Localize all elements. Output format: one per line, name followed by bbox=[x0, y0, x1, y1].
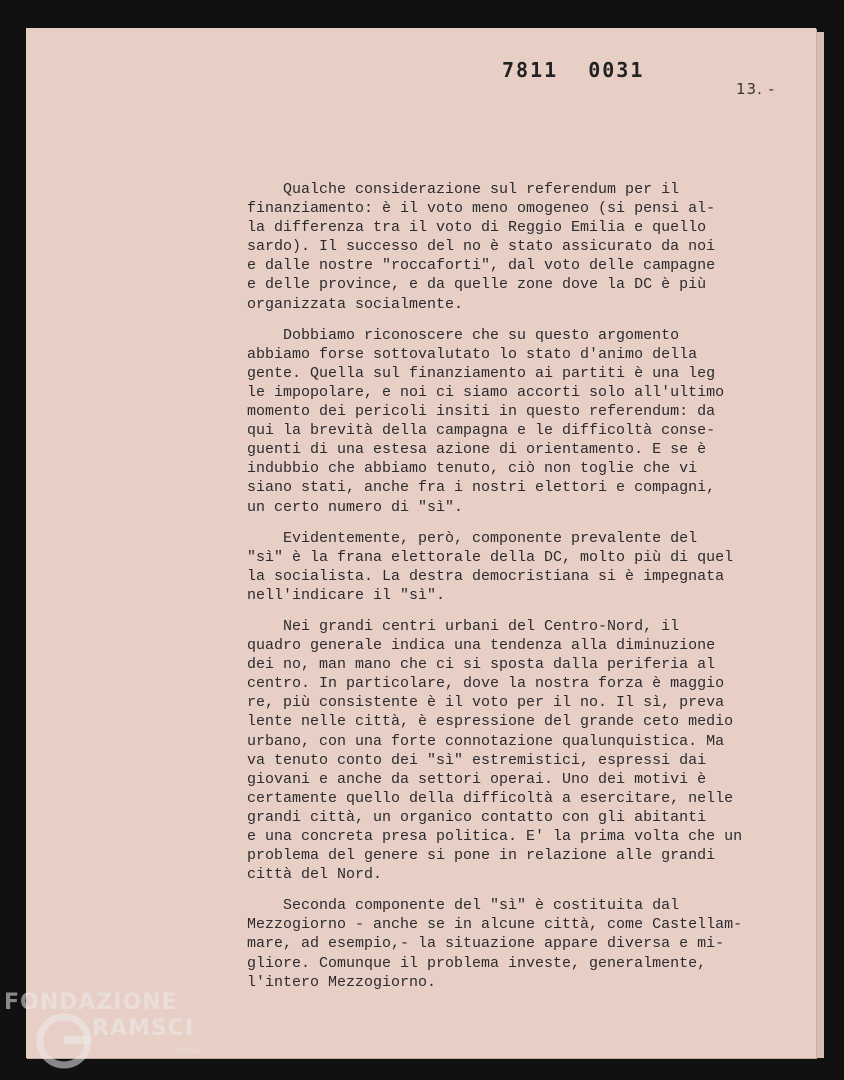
paragraph bbox=[247, 617, 792, 884]
fondazione-gramsci-watermark bbox=[4, 990, 214, 1070]
paragraph bbox=[247, 529, 792, 605]
text-line: giovani e anche da settori operai. Uno dei motivi è bbox=[247, 770, 707, 788]
text-line: indubbio che abbiamo tenuto, ciò non toglie che vi bbox=[247, 460, 698, 478]
text-line: Qualche considerazione sul referendum per il bbox=[247, 181, 680, 198]
typed-text-body bbox=[247, 180, 792, 1004]
text-line: centro. In particolare, dove la nostra forza è maggio bbox=[247, 675, 725, 693]
text-line: città del Nord. bbox=[247, 866, 383, 884]
text-line: la socialista. La destra democristiana si è impegnata bbox=[247, 567, 725, 585]
text-line: mare, ad esempio,- la situazione appare diversa e mi- bbox=[247, 935, 725, 953]
watermark-line-2: RAMSCI bbox=[92, 1016, 195, 1041]
watermark-onlus: onlus bbox=[176, 1046, 201, 1056]
text-line: siano stati, anche fra i nostri elettori e compagni, bbox=[247, 479, 716, 497]
text-line: nell'indicare il "sì". bbox=[247, 586, 446, 604]
page-number: 13. - bbox=[736, 80, 776, 98]
text-line: gliore. Comunque il problema investe, generalmente, bbox=[247, 954, 707, 972]
paragraph bbox=[247, 326, 792, 517]
text-line: urbano, con una forte connotazione qualunquistica. Ma bbox=[247, 732, 725, 750]
text-line: problema del genere si pone in relazione alle grandi bbox=[247, 847, 716, 865]
text-line: Nei grandi centri urbani del Centro-Nord, il bbox=[247, 617, 680, 635]
text-line: quadro generale indica una tendenza alla diminuzione bbox=[247, 637, 716, 655]
text-line: gente. Quella sul finanziamento ai partiti è una leg bbox=[247, 364, 716, 382]
text-line: Evidentemente, però, componente prevalente del bbox=[247, 529, 698, 547]
watermark-line-1: FONDAZIONE bbox=[4, 990, 178, 1015]
text-line: abbiamo forse sottovalutato lo stato d'animo della bbox=[247, 345, 698, 363]
text-line: certamente quello della difficoltà a esercitare, nelle bbox=[247, 789, 734, 807]
text-line: Dobbiamo riconoscere che su questo argomento bbox=[247, 326, 680, 344]
text-line: e delle province, e da quelle zone dove la DC è più bbox=[247, 276, 707, 294]
text-line: lente nelle città, è espressione del grande ceto medio bbox=[247, 713, 734, 731]
text-line: Mezzogiorno - anche se in alcune città, come Castellam- bbox=[247, 916, 743, 934]
text-line: dei no, man mano che ci si sposta dalla periferia al bbox=[247, 656, 716, 674]
text-line: organizzata socialmente. bbox=[247, 295, 464, 313]
archive-stamp-code: 7811 0031 bbox=[502, 58, 645, 82]
text-line: grandi città, un organico contatto con gli abitanti bbox=[247, 808, 707, 826]
text-line: la differenza tra il voto di Reggio Emilia e quello bbox=[247, 219, 707, 237]
text-line: guenti di una estesa azione di orientamento. E se è bbox=[247, 441, 707, 459]
text-line: va tenuto conto dei "sì" estremistici, espressi dai bbox=[247, 751, 707, 769]
document-page bbox=[26, 28, 816, 1058]
text-line: finanziamento: è il voto meno omogeneo (si pensi al- bbox=[247, 200, 716, 218]
text-line: le impopolare, e noi ci siamo accorti solo all'ultimo bbox=[247, 383, 725, 401]
gramsci-logo-icon bbox=[34, 1012, 94, 1070]
text-line: re, più consistente è il voto per il no. Il sì, preva bbox=[247, 694, 725, 712]
text-line: qui la brevità della campagna e le difficoltà conse- bbox=[247, 422, 716, 440]
text-line: sardo). Il successo del no è stato assicurato da noi bbox=[247, 238, 716, 256]
paragraph bbox=[247, 180, 792, 314]
paragraph bbox=[247, 896, 792, 991]
text-line: Seconda componente del "sì" è costituita dal bbox=[247, 897, 680, 915]
text-line: l'intero Mezzogiorno. bbox=[247, 973, 437, 991]
text-line: e una concreta presa politica. E' la prima volta che un bbox=[247, 828, 743, 845]
text-line: un certo numero di "sì". bbox=[247, 498, 464, 516]
text-line: momento dei pericoli insiti in questo referendum: da bbox=[247, 403, 716, 421]
text-line: e dalle nostre "roccaforti", dal voto delle campagne bbox=[247, 257, 716, 275]
text-line: "sì" è la frana elettorale della DC, molto più di quel bbox=[247, 548, 734, 566]
